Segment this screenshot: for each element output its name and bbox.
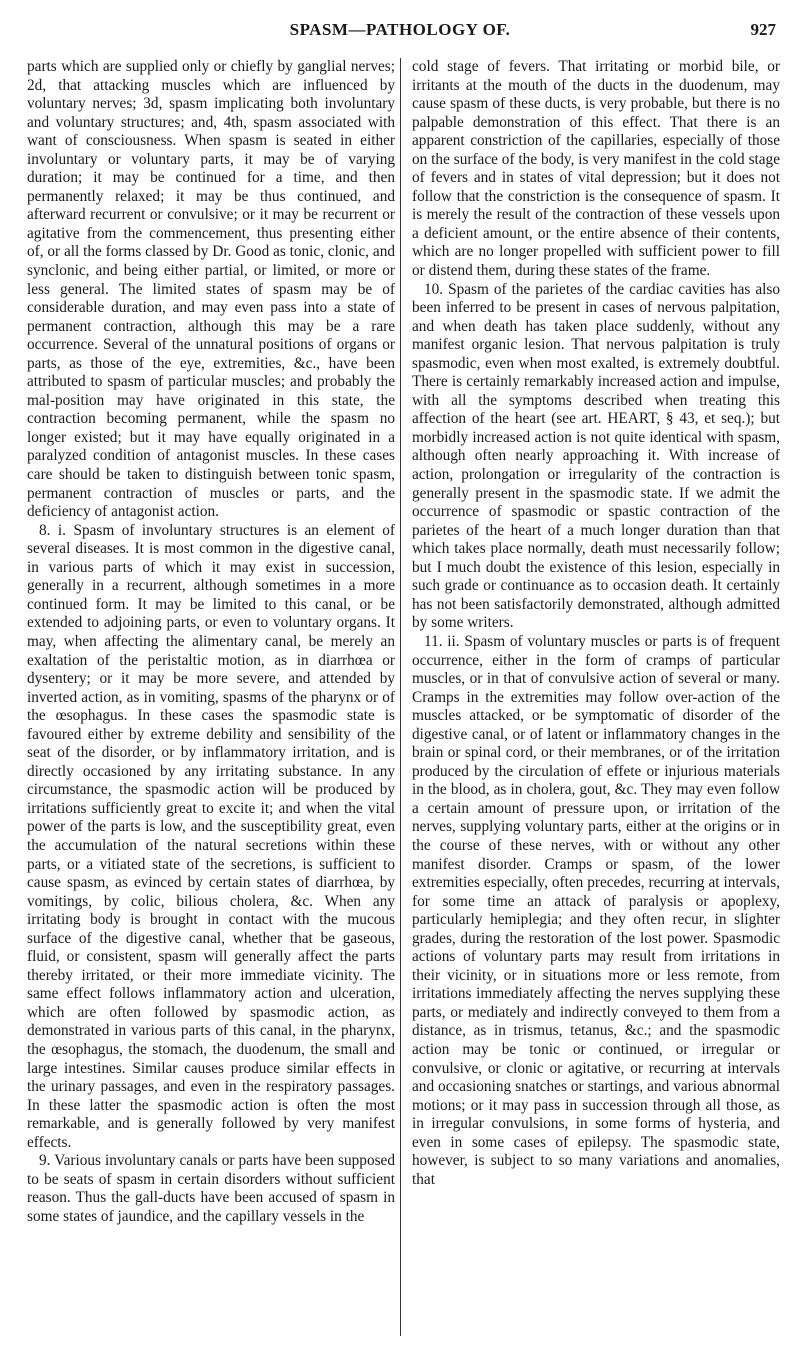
left-column bbox=[27, 58, 395, 1226]
paragraph-8: 8. i. Spasm of involuntary structures is an element of several diseases. It is most common in the digestive canal, in various parts of which it may exist in succession, generally in a recurrent, although sometimes in a more continued form. It may be limited to this canal, or be extended to adjoining parts, or even to voluntary organs. It may, when affecting the alimentary canal, be merely an exaltation of the peristaltic motion, as in diarrhœa or dysentery; or it may be more severe, and attended by inverted action, as in vomiting, spasms of the pharynx or of the œsophagus. In these cases the spasmodic state is favoured either by extreme debility and sensibility of the seat of the disorder, or by inflammatory irritation, and is directly occasioned by any irritating substance. In any circumstance, the spasmodic action will be produced by irritations sufficiently great to excite it; and when the vital power of the parts is low, and the susceptibility great, even the accumulation of the natural secretions within these parts, or a vitiated state of the secretions, is sufficient to cause spasm, as evinced by certain states of diarrhœa, by vomitings, by colic, bilious cholera, &c. When any irritating body is brought in contact with the mucous surface of the digestive canal, whether that be gaseous, fluid, or consistent, spasm will generally affect the parts thereby irritated, or their more immediate vicinity. The same effect follows inflammatory action and ulceration, which are often followed by spasmodic action, as demonstrated in various parts of this canal, in the pharynx, the œsophagus, the stomach, the duodenum, the small and large intestines. Similar causes produce similar effects in the urinary passages, and even in the respiratory passages. In these latter the spasmodic action is often the most remarkable, and is generally followed by very manifest effects. bbox=[27, 521, 395, 1151]
running-head bbox=[0, 18, 800, 48]
running-title: SPASM—PATHOLOGY OF. bbox=[289, 20, 511, 39]
column-divider bbox=[400, 58, 401, 1336]
paragraph-9-continued: cold stage of fevers. That irritating or morbid bile, or irritants at the mouth of the ducts in the duodenum, may cause spasm of these ducts, is very probable, but there is no palpable demonstration of this effect. That there is an apparent constriction of the capillaries, especially of those on the surface of the body, is very manifest in the cold stage of fevers and in states of vital depression; but it does not follow that the constriction is the consequence of spasm. It is merely the result of the contraction of these vessels upon a deficient amount, or the entire absence of their contents, which are no longer propelled with sufficient power to fill or distend them, during these states of the frame. bbox=[412, 58, 780, 280]
right-column bbox=[412, 58, 780, 1189]
page-number: 927 bbox=[750, 20, 776, 39]
paragraph-continued: parts which are supplied only or chiefly by ganglial nerves; 2d, that attacking muscles which are influenced by voluntary nerves; 3d, spasm implicating both involuntary and voluntary structures; and, 4th, spasm associated with want of consciousness. When spasm is seated in either involuntary or voluntary parts, it may be of varying duration; it may be continued for a time, and then permanently relaxed; it may be thus continued, and afterward recurrent or convulsive; or it may be recurrent or agitative from the commencement, thus presenting either of, or all the forms classed by Dr. Good as tonic, clonic, and synclonic, and being either partial, or limited, or more or less general. The limited states of spasm may be of considerable duration, and may even pass into a state of permanent contraction, although this may be a rare occurrence. Several of the unnatural positions of organs or parts, as those of the eye, extremities, &c., have been attributed to spasm of particular muscles; and probably the mal-position may have originated in this state, the contraction becoming permanent, while the spasm no longer existed; but it may have equally originated in a paralyzed condition of antagonist muscles. In these cases care should be taken to distinguish between tonic spasm, permanent contraction of muscles or parts, and the deficiency of antagonist action. bbox=[27, 58, 395, 521]
paragraph-10: 10. Spasm of the parietes of the cardiac cavities has also been inferred to be present in cases of nervous palpitation, and when death has taken place suddenly, without any manifest organic lesion. That nervous palpitation is truly spasmodic, even when most exalted, is extremely doubtful. There is certainly remarkably increased action and impulse, with all the symptoms described when treating this affection of the heart (see art. HEART, § 43, et seq.); but morbidly increased action is not quite identical with spasm, although often nearly approaching it. With increase of action, prolongation or irregularity of the contraction is generally present in the spasmodic state. If we admit the occurrence of spasmodic or spastic contraction of the parietes of the heart of a much longer duration than that which takes place normally, death must necessarily follow; but I much doubt the existence of this lesion, especially in such grade or continuance as to occasion death. It certainly has not been satisfactorily demonstrated, although admitted by some writers. bbox=[412, 280, 780, 632]
paragraph-11: 11. ii. Spasm of voluntary muscles or parts is of frequent occurrence, either in the form of cramps of particular muscles, or in that of convulsive action of several or many. Cramps in the extremities may follow over-action of the muscles attacked, or be symptomatic of disorder of the digestive canal, or of latent or inflammatory changes in the brain or spinal cord, or their membranes, or of the irritation produced by the circulation of effete or injurious materials in the blood, as in cholera, gout, &c. They may even follow a certain amount of pressure upon, or irritation of the nerves, supplying voluntary parts, either at the origins or in the course of these nerves, with or without any other manifest disorder. Cramps or spasm, of the lower extremities especially, often precedes, recurring at intervals, for some time an attack of paralysis or apoplexy, particularly hemiplegia; and they often recur, in slighter grades, during the restoration of the lost power. Spasmodic actions of voluntary parts may result from irritations in their vicinity, or in situations more or less remote, from irritations immediately affecting the nerves supplying these parts, or mediately and indirectly conveyed to them from a distance, as in trismus, tetanus, &c.; and the spasmodic action may be tonic or continued, or irregular or convulsive, or clonic or agitative, or recurring at intervals and occasioning snatches or startings, and various abnormal motions; or it may pass in succession through all those, as in irregular convulsions, in some forms of hysteria, and even in some cases of epilepsy. The spasmodic state, however, is subject to so many variations and anomalies, that bbox=[412, 632, 780, 1188]
paragraph-9: 9. Various involuntary canals or parts have been supposed to be seats of spasm in certain disorders without sufficient reason. Thus the gall-ducts have been accused of spasm in some states of jaundice, and the capillary vessels in the bbox=[27, 1152, 395, 1225]
